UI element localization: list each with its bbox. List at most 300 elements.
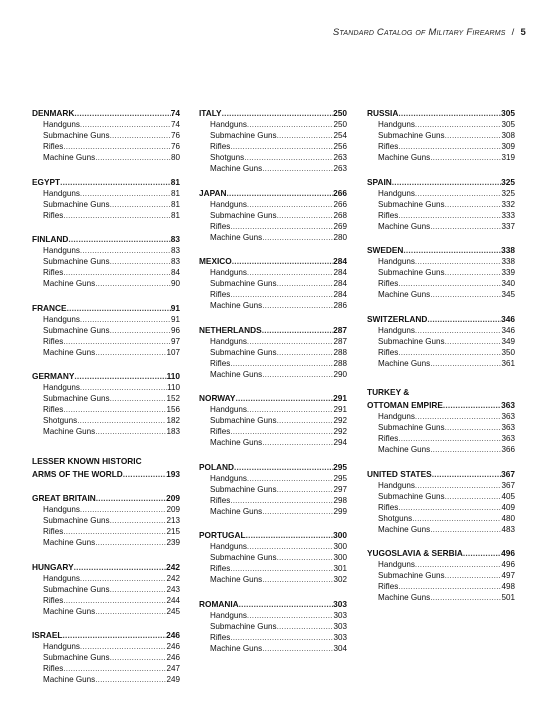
entry-page: 363 [501,434,515,443]
toc-section [367,177,515,232]
entry-label: Rifles [210,427,231,436]
entry-label: Machine Guns [43,153,96,162]
section-title: ITALY [199,108,222,118]
entry-label: Machine Guns [378,221,431,231]
entry-label: Submachine Guns [210,484,277,494]
toc-entry [367,592,515,603]
dot-leader [63,267,171,278]
toc-entry [32,278,180,289]
dot-leader [67,303,171,314]
dot-leader [398,581,501,592]
section-page: 325 [501,176,515,187]
entry-page: 96 [170,325,180,335]
entry-label: Submachine Guns [378,336,445,346]
dot-leader [415,188,502,199]
section-heading [367,469,515,480]
entry-label: Handguns [378,325,415,335]
dot-leader [430,289,501,300]
dot-leader [445,570,502,581]
entry-label: Submachine Guns [210,347,277,357]
section-page: 83 [170,234,180,244]
section-heading [32,234,180,245]
entry-page: 332 [501,199,515,209]
entry-page: 298 [333,495,347,505]
entry-label: Handguns [378,412,415,421]
entry-label: Handguns [210,542,247,551]
section-heading [367,400,515,411]
entry-page: 263 [333,153,347,162]
dot-leader [96,493,166,504]
toc-entry [367,513,515,524]
entry-page: 303 [333,610,347,620]
entry-label: Machine Guns [43,538,96,547]
dot-leader [398,433,501,444]
entry-label: Handguns [210,610,247,620]
entry-label: Handguns [43,573,80,583]
dot-leader [235,393,333,404]
entry-page: 325 [501,188,515,198]
entry-label: Rifles [43,405,64,414]
dot-leader [430,221,501,232]
entry-page: 480 [501,513,515,523]
dot-leader [398,278,501,289]
section-heading [32,469,180,480]
toc-section [199,462,347,517]
toc-entry [199,437,347,448]
section-title: HUNGARY [32,561,74,572]
entry-label: Machine Guns [210,369,263,379]
section-page: 300 [333,530,347,540]
section-title: DENMARK [32,108,75,118]
entry-page: 299 [333,506,347,516]
dot-leader [247,404,334,415]
entry-label: Machine Guns [43,347,96,357]
entry-page: 292 [333,416,347,425]
entry-page: 76 [170,142,180,151]
entry-label: Submachine Guns [43,516,110,525]
entry-page: 363 [501,423,515,432]
section-heading [32,108,180,119]
entry-label: Shotguns [378,513,413,523]
toc-entry [199,347,347,358]
dot-leader [80,573,167,584]
entry-label: Rifles [378,502,399,512]
dot-leader [246,530,334,541]
entry-page: 405 [501,491,515,501]
section-title: GREAT BRITAIN [32,493,96,503]
entry-label: Submachine Guns [210,210,277,220]
toc-entry [367,119,515,130]
toc-entry [32,336,180,347]
toc-entry [199,506,347,517]
entry-label: Handguns [210,199,247,209]
section-heading [367,177,515,188]
toc-section [367,548,515,603]
toc-entry [199,473,347,484]
section-heading [199,188,347,199]
dot-leader [247,267,334,278]
entry-page: 292 [333,427,347,436]
entry-label: Submachine Guns [378,131,445,140]
entry-label: Handguns [210,268,247,277]
section-page: 209 [166,493,180,503]
entry-page: 290 [333,369,347,379]
toc-entry [367,221,515,232]
entry-page: 304 [333,643,347,653]
section-title: SWEDEN [367,245,404,255]
entry-page: 81 [170,199,180,209]
dot-leader [95,674,166,685]
entry-page: 349 [501,336,515,346]
entry-page: 246 [166,653,180,662]
entry-page: 110 [167,383,180,392]
toc-section [32,562,180,617]
dot-leader [80,245,171,256]
entry-label: Rifles [210,358,231,368]
dot-leader [95,537,166,548]
section-heading-line1 [32,451,180,469]
toc-entry [199,130,347,141]
dot-leader [427,314,501,325]
section-page: 295 [333,461,347,472]
toc-entry [199,210,347,221]
entry-label: Rifles [43,527,64,536]
dot-leader [445,267,502,278]
entry-label: Machine Guns [210,575,263,584]
entry-page: 339 [501,268,515,277]
dot-leader [415,119,502,130]
entry-label: Shotguns [210,153,245,162]
entry-label: Machine Guns [210,506,263,516]
dot-leader [74,562,167,573]
toc-entry [199,610,347,621]
entry-label: Rifles [378,210,399,220]
dot-leader [398,108,501,119]
toc-entry [199,574,347,585]
entry-label: Handguns [378,480,415,490]
section-heading [32,371,180,382]
dot-leader [230,632,333,643]
entry-label: Machine Guns [210,643,263,653]
dot-leader [234,462,333,473]
toc-entry [199,152,347,163]
dot-leader [430,524,501,535]
entry-page: 209 [166,505,180,514]
section-page: 250 [333,108,347,118]
section-heading [32,177,180,188]
toc-entry [199,495,347,506]
entry-label: Rifles [43,210,64,220]
entry-page: 284 [333,279,347,288]
entry-page: 295 [333,473,347,483]
dot-leader [63,210,171,221]
entry-page: 213 [166,516,180,525]
entry-label: Submachine Guns [378,423,445,432]
toc-entry [367,524,515,535]
dot-leader [95,152,171,163]
dot-leader [277,347,334,358]
dot-leader [277,278,334,289]
section-title: FINLAND [32,234,69,244]
dot-leader [392,177,501,188]
toc-entry [32,641,180,652]
dot-leader [239,599,334,610]
dot-leader [80,314,171,325]
dot-leader [230,358,333,369]
section-title: SWITZERLAND [367,313,428,324]
dot-leader [222,108,334,119]
entry-page: 308 [501,131,515,140]
dot-leader [443,400,501,411]
toc-entry [367,444,515,455]
dot-leader [110,584,167,595]
entry-label: Rifles [210,290,231,299]
entry-page: 266 [333,199,347,209]
toc-entry [32,674,180,685]
toc-entry [199,267,347,278]
toc-section [367,314,515,369]
dot-leader [63,141,171,152]
section-heading [199,108,347,119]
running-header [333,27,526,38]
dot-leader [247,473,334,484]
dot-leader [262,574,333,585]
section-title: ROMANIA [199,598,239,609]
toc-entry [367,491,515,502]
toc-entry [367,199,515,210]
dot-leader [95,347,166,358]
section-heading [32,493,180,504]
section-heading [32,630,180,641]
entry-page: 338 [501,257,515,266]
entry-page: 80 [170,153,180,162]
entry-page: 245 [166,606,180,616]
entry-label: Submachine Guns [378,199,445,209]
section-heading [367,245,515,256]
entry-page: 244 [166,595,180,605]
book-title: Standard Catalog of Military Firearms [332,27,506,38]
entry-label: Submachine Guns [43,257,110,266]
entry-label: Machine Guns [210,164,263,173]
toc-entry [367,336,515,347]
dot-leader [445,422,502,433]
toc-entry [32,415,180,426]
toc-entry [367,358,515,369]
dot-leader [230,426,333,437]
header-separator: / [511,27,515,38]
entry-label: Rifles [43,268,64,277]
section-heading [32,303,180,314]
dot-leader [230,289,333,300]
toc-entry [199,552,347,563]
entry-page: 497 [501,571,515,580]
entry-label: Rifles [210,495,231,505]
dot-leader [95,278,171,289]
toc-section [32,630,180,685]
section-page: 284 [333,256,347,266]
toc-column-2 [199,108,347,667]
entry-label: Rifles [210,564,231,573]
dot-leader [80,382,167,393]
entry-label: Handguns [210,120,247,129]
dot-leader [277,130,334,141]
entry-page: 107 [166,347,180,357]
dot-leader [415,480,502,491]
dot-leader [398,347,501,358]
section-title: EGYPT [32,176,61,187]
toc-entry [199,484,347,495]
dot-leader [262,163,333,174]
toc-entry [32,130,180,141]
entry-page: 297 [333,484,347,494]
dot-leader [277,552,334,563]
section-title: UNITED STATES [367,468,432,479]
toc-section [199,256,347,311]
dot-leader [398,502,501,513]
dot-leader [430,152,501,163]
entry-label: Machine Guns [378,153,431,162]
entry-page: 350 [501,347,515,357]
section-page: 305 [501,108,515,118]
dot-leader [80,504,167,515]
toc-entry [367,267,515,278]
toc-section [199,188,347,243]
toc-entry [367,188,515,199]
entry-page: 294 [333,438,347,447]
toc-entry [199,289,347,300]
dot-leader [262,643,333,654]
toc-entry [367,480,515,491]
dot-leader [415,559,502,570]
section-title: NETHERLANDS [199,324,262,335]
entry-label: Handguns [43,642,80,651]
entry-label: Submachine Guns [43,584,110,594]
dot-leader [277,621,334,632]
toc-entry [32,515,180,526]
entry-label: Submachine Guns [43,325,110,335]
dot-leader [445,491,502,502]
toc-entry [32,325,180,336]
toc-entry [199,221,347,232]
entry-page: 483 [501,524,515,534]
toc-column-1 [32,108,180,699]
entry-label: Handguns [378,257,415,266]
dot-leader [80,119,171,130]
dot-leader [63,663,166,674]
toc-section [199,325,347,380]
toc-entry [32,426,180,437]
dot-leader [244,152,333,163]
toc-section [199,530,347,585]
entry-label: Rifles [43,595,64,605]
entry-label: Handguns [210,473,247,483]
section-heading [199,325,347,336]
section-heading-text: TURKEY & [367,387,410,397]
dot-leader [110,515,167,526]
dot-leader [74,371,166,382]
toc-entry [32,210,180,221]
dot-leader [230,563,333,574]
entry-page: 409 [501,502,515,512]
dot-leader [110,130,171,141]
toc-entry [32,537,180,548]
section-title: POLAND [199,461,235,472]
toc-entry [32,526,180,537]
dot-leader [247,199,334,210]
section-page: 266 [333,187,347,198]
entry-page: 288 [333,358,347,368]
section-title: NORWAY [199,393,236,403]
toc-entry [32,404,180,415]
entry-label: Submachine Guns [210,131,277,140]
dot-leader [63,336,171,347]
dot-leader [110,256,171,267]
entry-page: 301 [333,564,347,573]
dot-leader [110,325,171,336]
toc-entry [199,541,347,552]
toc-entry [32,314,180,325]
entry-page: 345 [501,290,515,299]
dot-leader [262,437,333,448]
toc-entry [199,199,347,210]
toc-entry [199,563,347,574]
section-page: 74 [170,108,180,118]
toc-entry [199,141,347,152]
entry-label: Machine Guns [210,232,263,242]
dot-leader [262,369,333,380]
entry-page: 280 [333,232,347,242]
entry-page: 249 [166,675,180,684]
entry-label: Handguns [378,560,415,569]
entry-label: Handguns [43,188,80,198]
entry-page: 76 [170,131,180,140]
dot-leader [463,548,501,559]
entry-page: 366 [501,445,515,454]
dot-leader [230,221,333,232]
toc-entry [32,119,180,130]
toc-entry [367,559,515,570]
entry-label: Rifles [43,336,64,346]
section-heading [199,393,347,404]
toc-entry [32,606,180,617]
entry-page: 256 [333,142,347,151]
entry-label: Submachine Guns [43,199,110,209]
entry-page: 302 [333,575,347,584]
entry-label: Submachine Guns [378,268,445,277]
entry-page: 291 [333,405,347,414]
section-heading [367,314,515,325]
toc-section [32,177,180,221]
section-page: 338 [501,245,515,255]
dot-leader [247,119,334,130]
toc-entry [367,278,515,289]
entry-label: Machine Guns [210,438,263,447]
dot-leader [62,630,166,641]
dot-leader [77,415,166,426]
entry-page: 90 [170,279,180,288]
entry-page: 269 [333,221,347,231]
toc-entry [32,652,180,663]
entry-label: Handguns [378,120,415,129]
toc-entry [199,119,347,130]
entry-label: Rifles [378,279,399,288]
entry-label: Rifles [210,632,231,642]
section-page: 346 [501,313,515,324]
page-number: 5 [520,27,526,38]
entry-label: Rifles [378,142,399,151]
toc-entry [32,584,180,595]
section-title: OTTOMAN EMPIRE [367,400,443,410]
